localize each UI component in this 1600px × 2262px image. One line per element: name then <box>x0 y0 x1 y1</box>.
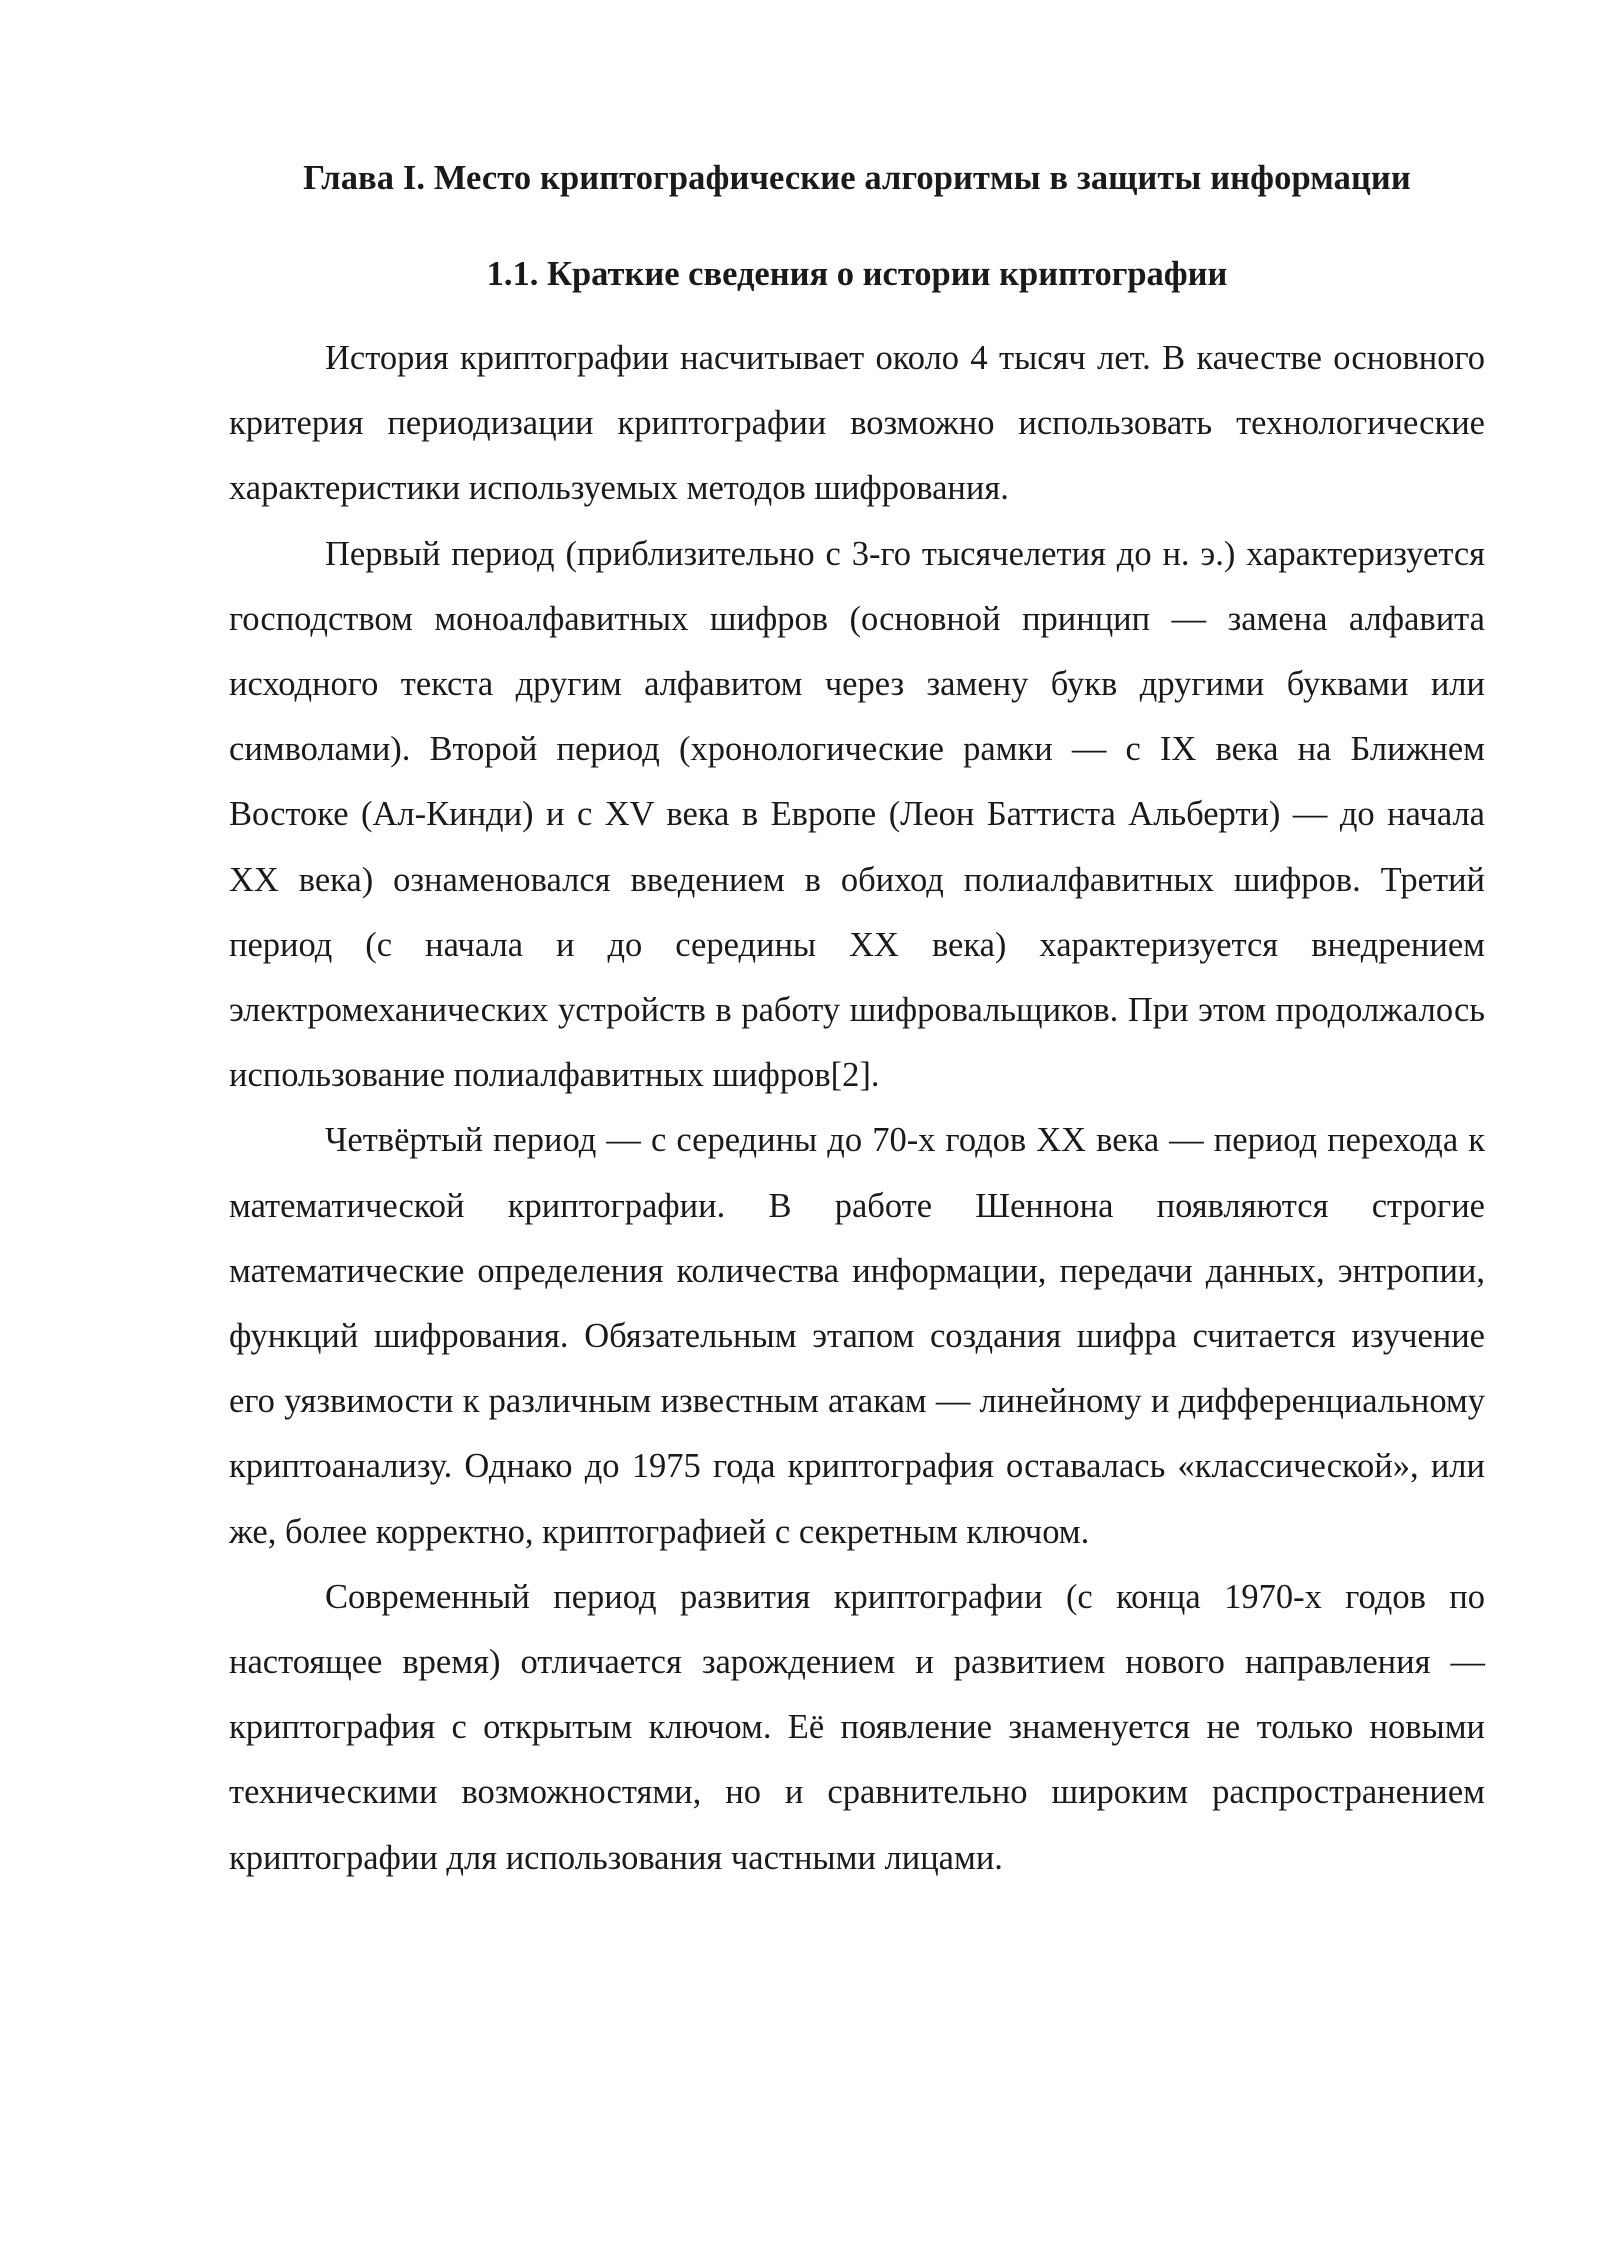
paragraph-2: Первый период (приблизительно с 3-го тысячелетия до н. э.) характеризуется господством моноалфавитных шифров (основной принцип — замена алфавита исходного текста другим алфавитом через замену букв другими буквами или символами). Второй период (хронологические рамки — с IX века на Ближнем Востоке (Ал-Кинди) и с XV века в Европе (Леон Баттиста Альберти) — до начала XX века) ознаменовался введением в обиход полиалфавитных шифров. Третий период (с начала и до середины XX века) характеризуется внедрением электромеханических устройств в работу шифровальщиков. При этом продолжалось использование полиалфавитных шифров[2]. <box>229 534 1485 1095</box>
section-title: 1.1. Краткие сведения о истории криптографии <box>486 255 1228 293</box>
paragraph-4: Современный период развития криптографии (с конца 1970-х годов по настоящее время) отличается зарождением и развитием нового направления — криптография с открытым ключом. Её появление знаменуется не только новыми техническими возможностями, но и сравнительно широким распространением криптографии для использования частными лицами. <box>229 1577 1485 1877</box>
paragraph-1: История криптографии насчитывает около 4 тысяч лет. В качестве основного критерия периодизации криптографии возможно использовать технологические характеристики используемых методов шифрования. <box>229 339 1485 508</box>
paragraph-3: Четвёртый период — с середины до 70-х годов XX века — период перехода к математической криптографии. В работе Шеннона появляются строгие математические определения количества информации, передачи данных, энтропии, функций шифрования. Обязательным этапом создания шифра считается изучение его уязвимости к различным известным атакам — линейному и дифференциальному криптоанализу. Однако до 1975 года криптография оставалась «классической», или же, более корректно, криптографией с секретным ключом. <box>229 1121 1485 1551</box>
document-body <box>229 150 1485 1891</box>
chapter-title: Глава I. Место криптографические алгоритмы в защиты информации <box>303 159 1411 197</box>
